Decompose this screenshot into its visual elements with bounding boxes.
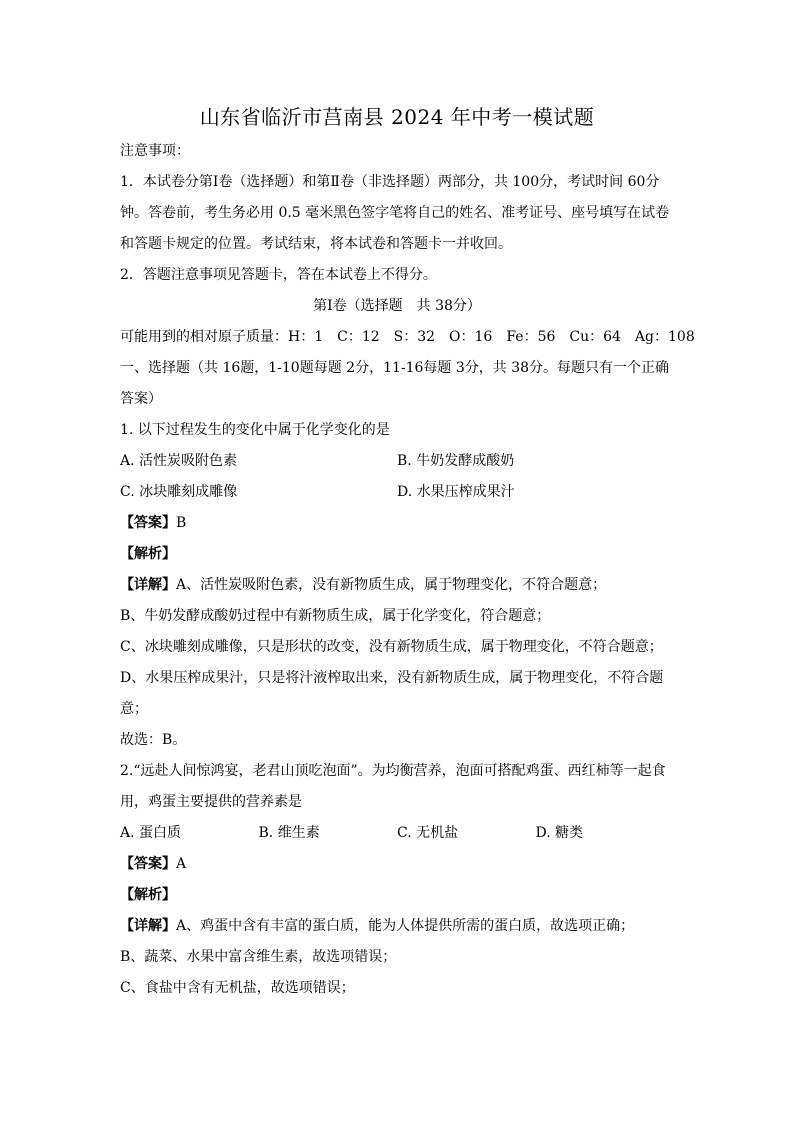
question-2-answer	[120, 849, 674, 880]
question-1-detail-a	[120, 570, 674, 601]
notice-heading: 注意事项：	[120, 143, 190, 159]
question-1-detail-b: B、牛奶发酵成酸奶过程中有新物质生成，属于化学变化，符合题意；	[120, 608, 551, 624]
part-1-instruction-line-1: 一、选择题（共 16题，1-10题每题 2分，11-16每题 3分，共 38分。每题只有一个正确	[120, 360, 670, 376]
question-2-stem-line-1: 2.“远赴人间惊鸿宴，老君山顶吃泡面”。为均衡营养，泡面可搭配鸡蛋、西红柿等一起食	[120, 763, 666, 779]
question-2-detail-b: B、蔬菜、水果中富含维生素，故选项错误；	[120, 949, 397, 965]
question-1-option-b: B. 牛奶发酵成酸奶	[397, 453, 515, 469]
question-1-answer	[120, 508, 674, 539]
question-1-options-row-1	[120, 446, 674, 477]
answer-value: B	[176, 515, 187, 531]
question-1-option-d: D. 水果压榨成果汁	[397, 484, 515, 500]
page-title: 山东省临沂市莒南县 2024 年中考一模试题	[199, 105, 595, 129]
question-2-detail-a	[120, 911, 674, 942]
question-2-analysis-label: 【解析】	[120, 887, 176, 903]
atomic-masses: 可能用到的相对原子质量：H：1 C：12 S：32 O：16 Fe：56 Cu：64 Ag：108	[120, 329, 695, 345]
question-2-option-b: B. 维生素	[258, 825, 320, 841]
question-2-stem-line-2: 用，鸡蛋主要提供的营养素是	[120, 794, 302, 810]
question-2-option-d: D. 糖类	[535, 825, 584, 841]
detail-label: 【详解】	[120, 577, 176, 593]
question-1-conclusion: 故选：B。	[120, 732, 187, 748]
notice-item-1-line-1: 1．本试卷分第Ⅰ卷（选择题）和第Ⅱ卷（非选择题）两部分，共 100分，考试时间 60分	[120, 174, 660, 190]
section-1-heading: 第Ⅰ卷（选择题 共 38分）	[313, 298, 481, 314]
detail-text: A、鸡蛋中含有丰富的蛋白质，能为人体提供所需的蛋白质，故选项正确；	[176, 918, 635, 934]
question-1-option-c: C. 冰块雕刻成雕像	[120, 484, 238, 500]
notice-item-1-line-3: 和答题卡规定的位置。考试结束，将本试卷和答题卡一并收回。	[120, 236, 512, 252]
question-2-detail-c: C、食盐中含有无机盐，故选项错误；	[120, 980, 355, 996]
question-1-detail-c: C、冰块雕刻成雕像，只是形状的改变，没有新物质生成，属于物理变化，不符合题意；	[120, 639, 663, 655]
question-1-option-a: A. 活性炭吸附色素	[120, 453, 238, 469]
question-1-options-row-2	[120, 477, 674, 508]
question-1-stem: 1. 以下过程发生的变化中属于化学变化的是	[120, 422, 390, 438]
question-1-detail-d-line-2: 意；	[120, 701, 148, 717]
notice-item-2: 2．答题注意事项见答题卡，答在本试卷上不得分。	[120, 267, 437, 283]
detail-text: A、活性炭吸附色素，没有新物质生成，属于物理变化，不符合题意；	[176, 577, 607, 593]
answer-value: A	[176, 856, 187, 872]
detail-label: 【详解】	[120, 918, 176, 934]
question-2-option-c: C. 无机盐	[397, 825, 459, 841]
answer-label: 【答案】	[120, 515, 176, 531]
question-2-options-row	[120, 818, 674, 849]
question-1-analysis-label: 【解析】	[120, 546, 176, 562]
part-1-instruction-line-2: 答案）	[120, 391, 162, 407]
notice-item-1-line-2: 钟。答卷前，考生务必用 0.5 毫米黑色签字笔将自己的姓名、准考证号、座号填写在试卷	[120, 205, 670, 221]
question-1-detail-d-line-1: D、水果压榨成果汁，只是将汁液榨取出来，没有新物质生成，属于物理变化，不符合题	[120, 670, 664, 686]
answer-label: 【答案】	[120, 856, 176, 872]
question-2-option-a: A. 蛋白质	[120, 825, 182, 841]
